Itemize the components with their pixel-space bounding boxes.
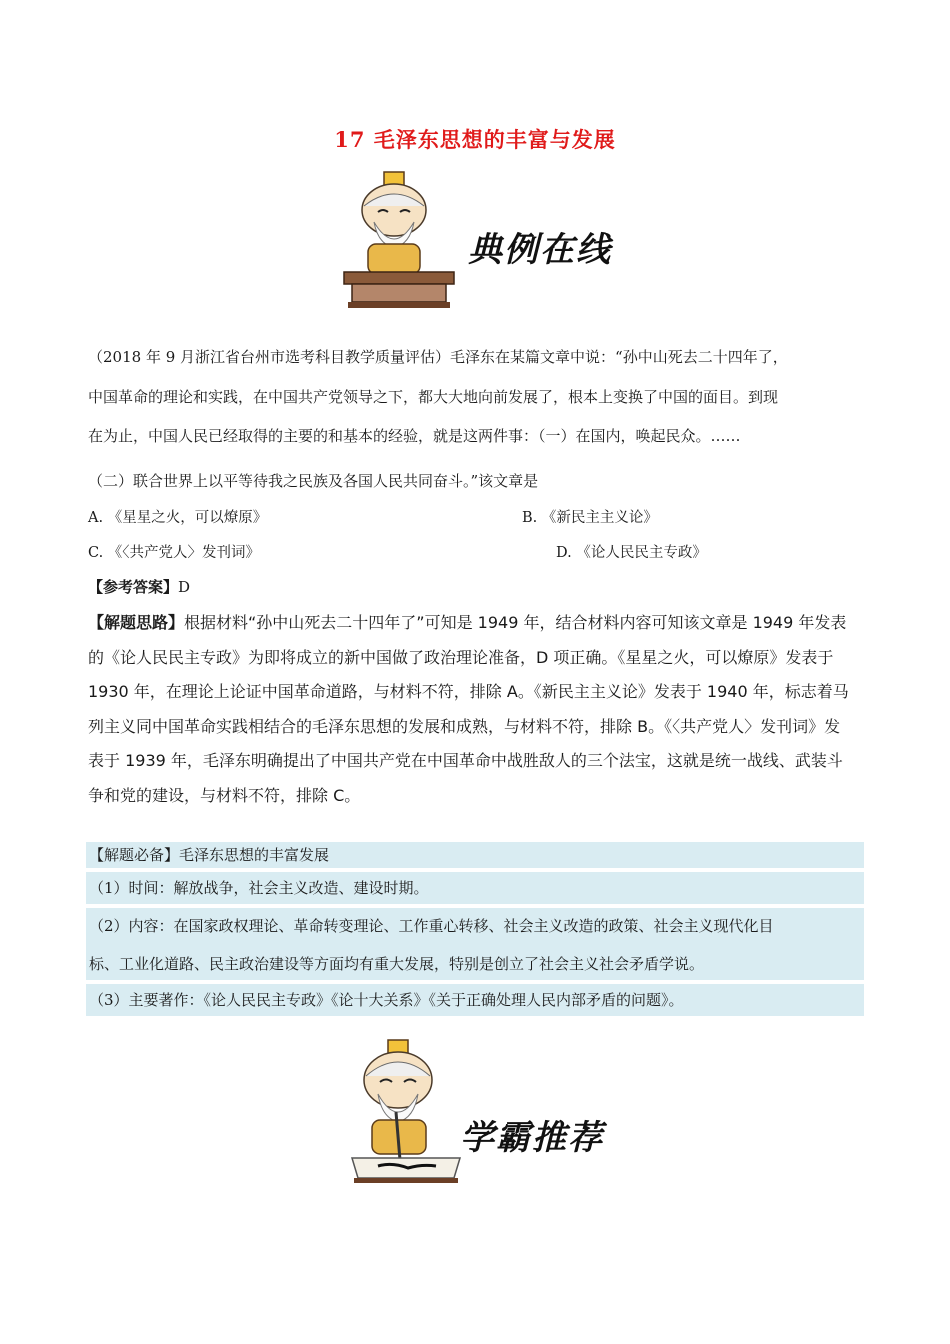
question-line: 在为止，中国人民已经取得的主要的和基本的经验，就是这两件事：（一）在国内，唤起民众。…… xyxy=(88,427,741,445)
knowledge-heading xyxy=(86,842,864,868)
banner-title: 学霸推荐 xyxy=(460,1118,604,1158)
sage-reading-icon xyxy=(340,168,460,313)
knowledge-box xyxy=(86,842,864,1018)
knowledge-item xyxy=(86,908,864,980)
option-b: B. 《新民主主义论》 xyxy=(522,510,658,526)
question-line: （二）联合世界上以平等待我之民族及各国人民共同奋斗。”该文章是 xyxy=(88,472,539,490)
analysis-paragraph xyxy=(88,606,856,813)
analysis-text: 根据材料“孙中山死去二十四年了”可知是 1949 年，结合材料内容可知该文章是 1949 年发表的《论人民民主专政》为即将成立的新中国做了政治理论准备，D 项正确。《星星之火，可以燎原》发表于 1930 年，在理论上论证中国革命道路，与材料不符，排除 A。《新民主主义论》发表于 1940 年，标志着马列主义同中国革命实践相结合的毛泽东思想的发展和成熟，与材料不符，排除 B。《〈共产党人〉发刊词》发表于 1939 年，毛泽东明确提出了中国共产党在中国革命中战胜敌人的三个法宝，这就是统一战线、武装斗争和党的建设，与材料不符，排除 C。 xyxy=(88,613,849,805)
answer-label: 【参考答案】 xyxy=(88,578,179,596)
banner-title: 典例在线 xyxy=(468,230,612,270)
sage-writing-icon xyxy=(348,1036,468,1186)
option-a: A. 《星星之火，可以燎原》 xyxy=(88,510,268,526)
option-d: D. 《论人民民主专政》 xyxy=(556,545,707,561)
question-line: （2018 年 9 月浙江省台州市选考科目教学质量评估）毛泽东在某篇文章中说：“孙中山死去二十四年了， xyxy=(88,348,788,366)
knowledge-item-line: 标、工业化道路、民主政治建设等方面均有重大发展，特别是创立了社会主义社会矛盾学说。 xyxy=(89,955,705,973)
knowledge-item: （1）时间：解放战争，社会主义改造、建设时期。 xyxy=(86,872,864,904)
answer-value: D xyxy=(178,578,191,596)
top-student-banner xyxy=(348,1036,610,1186)
knowledge-label: 【解题必备】 xyxy=(89,846,180,864)
option-c: C. 《〈共产党人〉发刊词》 xyxy=(88,545,261,561)
page-title: 17 毛泽东思想的丰富与发展 xyxy=(334,127,616,152)
reference-answer xyxy=(88,576,190,597)
typical-example-banner xyxy=(340,168,620,313)
analysis-label: 【解题思路】 xyxy=(88,613,185,632)
question-line: 中国革命的理论和实践，在中国共产党领导之下，都大大地向前发展了，根本上变换了中国的面目。到现 xyxy=(88,388,779,406)
knowledge-item: （3）主要著作：《论人民民主专政》《论十大关系》《关于正确处理人民内部矛盾的问题》。 xyxy=(86,984,864,1016)
knowledge-title: 毛泽东思想的丰富发展 xyxy=(179,846,330,864)
knowledge-item-line: （2）内容：在国家政权理论、革命转变理论、工作重心转移、社会主义改造的政策、社会主义现代化目 xyxy=(89,917,774,935)
